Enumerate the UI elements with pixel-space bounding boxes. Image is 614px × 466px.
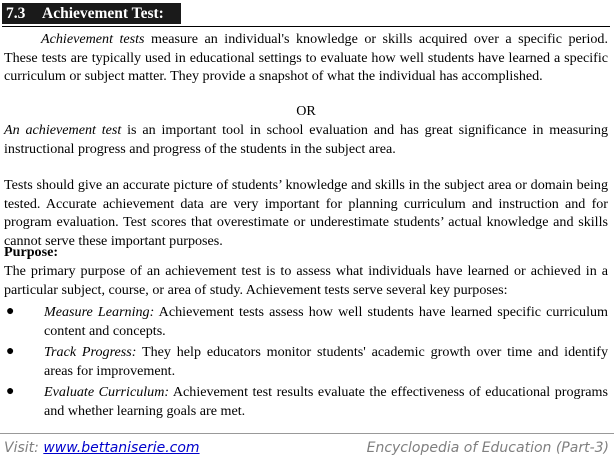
bullet-text: Achievement test results evaluate the effectiveness of educational programs and whether learning goals are met. (44, 384, 608, 419)
website-link[interactable]: www.bettaniserie.com (43, 440, 200, 456)
purpose-heading: Purpose: (4, 244, 59, 260)
footer-visit (4, 440, 200, 456)
bullet-text: Achievement tests assess how well students have learned specific curriculum content and concepts. (44, 304, 608, 339)
or-separator: OR (296, 103, 316, 119)
bullet-lead: Measure Learning: (44, 304, 155, 320)
heading-underline (2, 26, 610, 27)
bullet-icon: ● (6, 384, 15, 399)
paragraph-lead: Achievement tests (41, 31, 145, 47)
bullet-icon: ● (6, 344, 15, 359)
paragraph-alt-definition (4, 121, 608, 158)
footer-visit-label: Visit: (4, 440, 44, 456)
bullet-text: They help educators monitor students' academic growth over time and identify areas for improvement. (44, 344, 609, 379)
paragraph-accuracy: Tests should give an accurate picture of students’ knowledge and skills in the subject area or domain being tested. Accurate achievement data are very important for planning curriculum and instruction and for program evaluation. Test scores that overestimate or underestimate students’ actual knowledge and skills cannot serve these important purposes. (4, 177, 608, 249)
bullet-icon: ● (6, 304, 15, 319)
paragraph-purpose: The primary purpose of an achievement test is to assess what individuals have learned or achieved in a particular subject, course, or area of study. Achievement tests serve several key purposes: (4, 263, 608, 298)
section-number: 7.3 (6, 5, 26, 22)
footer-divider (0, 433, 614, 434)
page-footer (0, 437, 614, 463)
section-title: Achievement Test: (42, 5, 164, 22)
paragraph-body: measure an individual's knowledge or skills acquired over a specific period. These tests are typically used in educational settings to evaluate how well students have learned a specific curriculum or subject matter. They provide a snapshot of what the individual has accomplished. (4, 31, 608, 84)
bullet-lead: Track Progress: (44, 344, 137, 360)
bullet-lead: Evaluate Curriculum: (44, 384, 170, 400)
section-heading (2, 3, 181, 24)
footer-book-title: Encyclopedia of Education (Part-3) (366, 440, 609, 456)
paragraph-body: is an important tool in school evaluation and has great significance in measuring instructional progress and progress of the students in the subject area. (4, 122, 608, 157)
paragraph-definition (4, 30, 608, 86)
paragraph-lead: An achievement test (4, 122, 122, 138)
